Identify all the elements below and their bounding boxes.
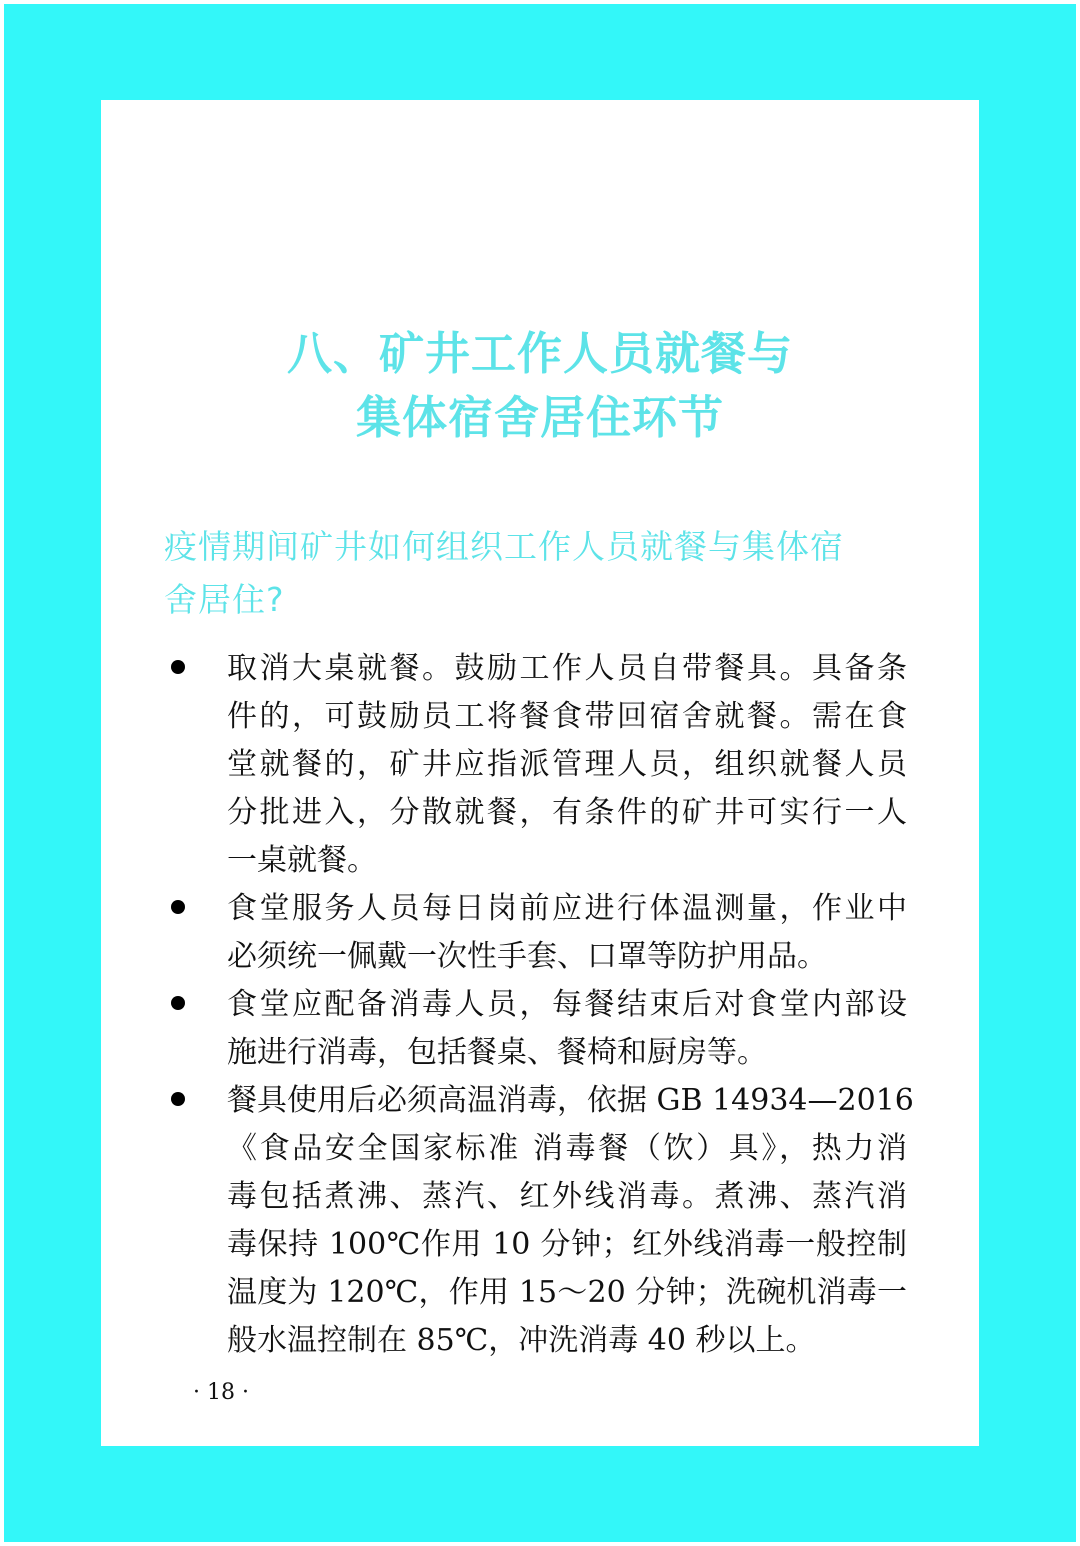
bullet-line: 一桌就餐。: [227, 843, 377, 878]
bullet-line: 分批进入，分散就餐，有条件的矿井可实行一人: [227, 795, 907, 830]
bullet-line: 取消大桌就餐。鼓励工作人员自带餐具。具备条: [227, 651, 907, 686]
chapter-title-line-2: 集体宿舍居住环节: [355, 391, 724, 444]
bullet-line: 毒保持 100℃作用 10 分钟；红外线消毒一般控制: [227, 1227, 907, 1262]
bullet-line: 《食品安全国家标准 消毒餐（饮）具》，热力消: [227, 1131, 907, 1166]
bullet-line: 必须统一佩戴一次性手套、口罩等防护用品。: [227, 939, 827, 974]
bullet-line: 温度为 120℃，作用 15～20 分钟；洗碗机消毒一: [227, 1275, 907, 1310]
question-line-2: 舍居住?: [164, 580, 285, 619]
bullet-item-staff-temperature: [101, 885, 979, 981]
section-question: [164, 520, 904, 626]
chapter-title: [101, 322, 979, 450]
bullet-icon: [171, 996, 185, 1010]
bullet-item-dining: [101, 645, 979, 885]
bullet-line: 般水温控制在 85℃，冲洗消毒 40 秒以上。: [227, 1323, 816, 1358]
bullet-line: 餐具使用后必须高温消毒，依据 GB 14934—2016: [227, 1083, 914, 1118]
bullet-icon: [171, 660, 185, 674]
bullet-list: [101, 645, 979, 1365]
chapter-title-line-1: 八、矿井工作人员就餐与: [286, 327, 793, 380]
bullet-line: 毒包括煮沸、蒸汽、红外线消毒。煮沸、蒸汽消: [227, 1179, 907, 1214]
bullet-line: 食堂服务人员每日岗前应进行体温测量，作业中: [227, 891, 907, 926]
bullet-item-tableware-disinfection: [101, 1077, 979, 1365]
question-line-1: 疫情期间矿井如何组织工作人员就餐与集体宿: [164, 527, 844, 566]
page-number: · 18 ·: [193, 1380, 249, 1405]
book-page: [101, 100, 979, 1446]
bullet-icon: [171, 900, 185, 914]
bullet-icon: [171, 1092, 185, 1106]
bullet-line: 堂就餐的，矿井应指派管理人员，组织就餐人员: [227, 747, 907, 782]
bullet-line: 食堂应配备消毒人员，每餐结束后对食堂内部设: [227, 987, 907, 1022]
bullet-line: 件的，可鼓励员工将餐食带回宿舍就餐。需在食: [227, 699, 907, 734]
bullet-line: 施进行消毒，包括餐桌、餐椅和厨房等。: [227, 1035, 767, 1070]
bullet-item-disinfection-staff: [101, 981, 979, 1077]
